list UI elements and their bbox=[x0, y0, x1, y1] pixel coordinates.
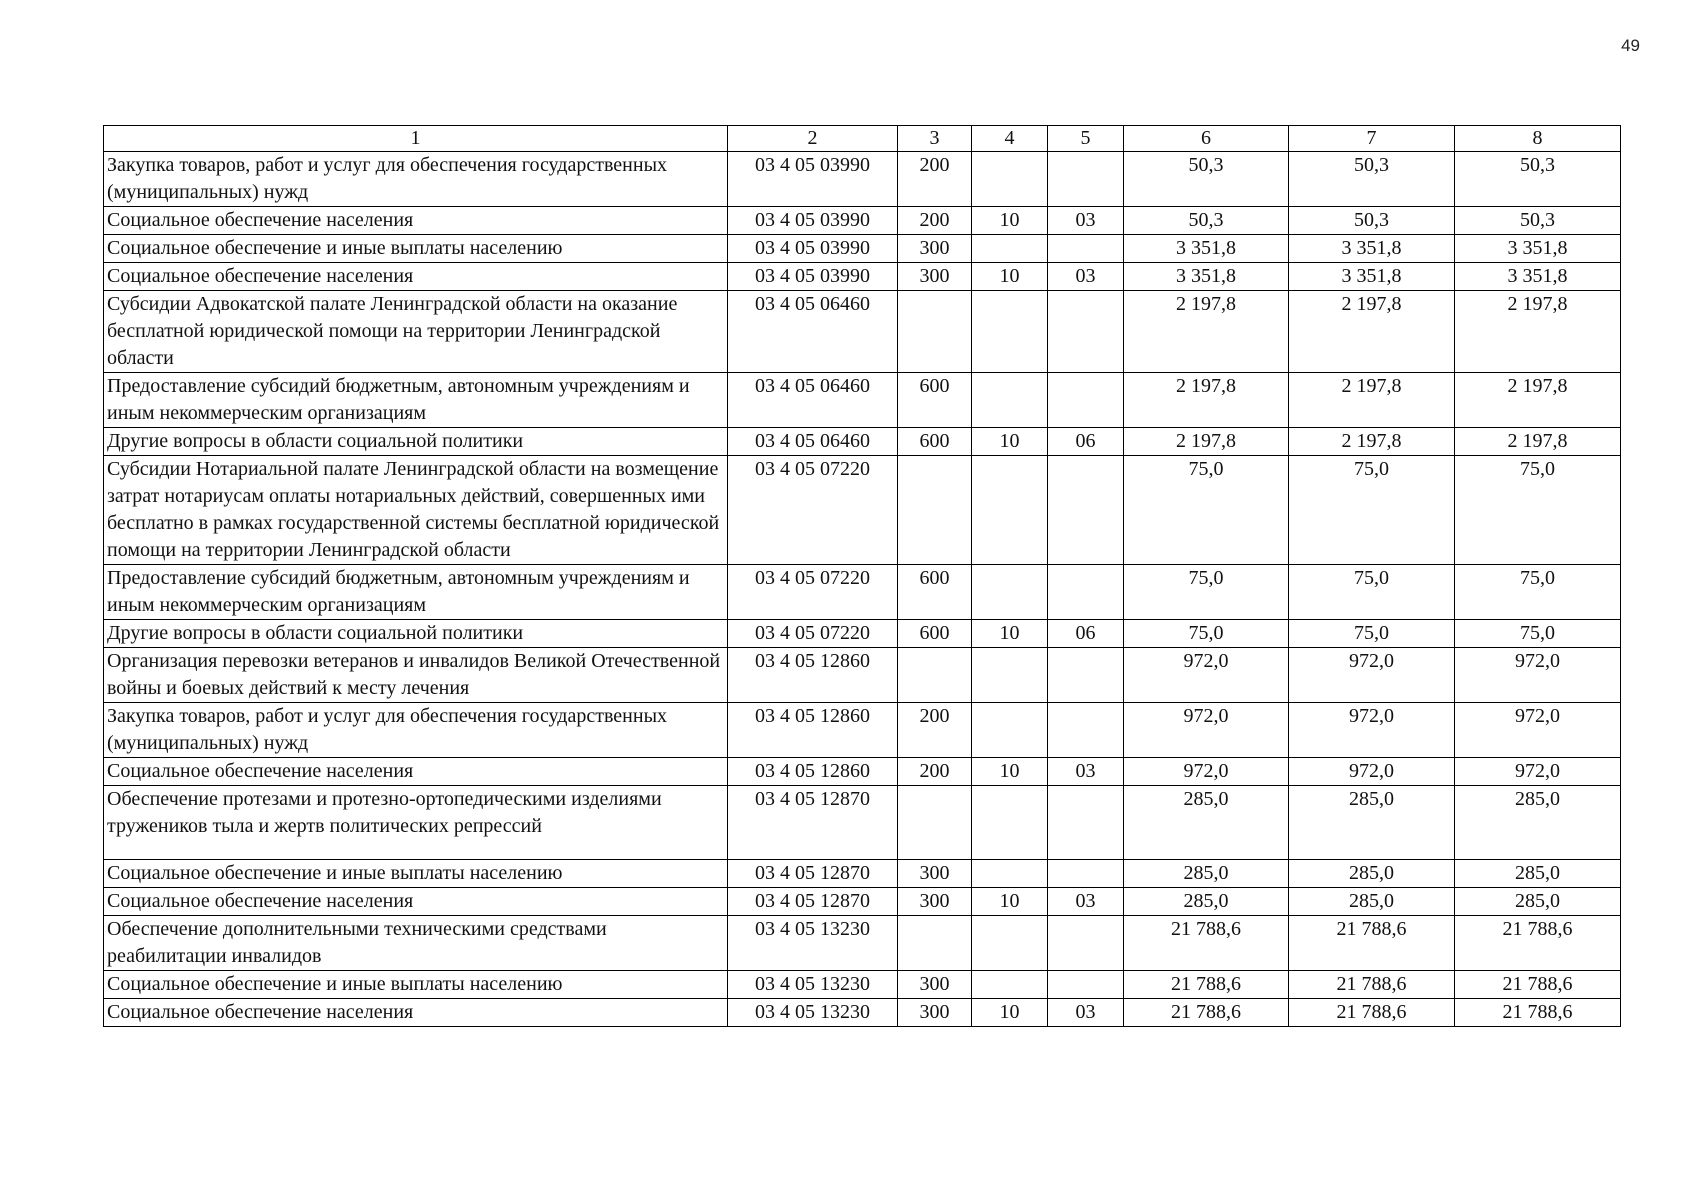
amount-col6-cell: 21 788,6 bbox=[1124, 916, 1289, 971]
amount-col8-cell: 75,0 bbox=[1455, 565, 1621, 620]
item-name-cell: Организация перевозки ветеранов и инвалидов Великой Отечественной войны и боевых действий к месту лечения bbox=[104, 648, 728, 703]
amount-col6-cell: 2 197,8 bbox=[1124, 428, 1289, 456]
expense-type-cell: 600 bbox=[898, 565, 972, 620]
amount-col7-cell: 21 788,6 bbox=[1289, 916, 1455, 971]
section-cell bbox=[972, 152, 1048, 207]
section-cell bbox=[972, 648, 1048, 703]
amount-col8-cell: 3 351,8 bbox=[1455, 235, 1621, 263]
column-header: 4 bbox=[972, 126, 1048, 152]
amount-col7-cell: 75,0 bbox=[1289, 565, 1455, 620]
section-cell bbox=[972, 971, 1048, 999]
subsection-cell bbox=[1048, 648, 1124, 703]
subsection-cell bbox=[1048, 291, 1124, 373]
item-name-cell: Закупка товаров, работ и услуг для обеспечения государственных (муниципальных) нужд bbox=[104, 152, 728, 207]
table-row bbox=[104, 263, 1621, 291]
table-row bbox=[104, 152, 1621, 207]
section-cell bbox=[972, 916, 1048, 971]
amount-col7-cell: 50,3 bbox=[1289, 207, 1455, 235]
section-cell bbox=[972, 703, 1048, 758]
subsection-cell: 03 bbox=[1048, 999, 1124, 1027]
subsection-cell bbox=[1048, 456, 1124, 565]
table-row bbox=[104, 916, 1621, 971]
table-row bbox=[104, 758, 1621, 786]
page-number: 49 bbox=[1621, 36, 1640, 55]
target-article-cell: 03 4 05 12870 bbox=[728, 786, 898, 860]
expense-type-cell: 200 bbox=[898, 703, 972, 758]
target-article-cell: 03 4 05 06460 bbox=[728, 428, 898, 456]
table-body bbox=[104, 126, 1621, 1027]
amount-col7-cell: 2 197,8 bbox=[1289, 428, 1455, 456]
subsection-cell: 03 bbox=[1048, 263, 1124, 291]
amount-col7-cell: 21 788,6 bbox=[1289, 999, 1455, 1027]
section-cell: 10 bbox=[972, 207, 1048, 235]
budget-table bbox=[103, 125, 1621, 1027]
amount-col8-cell: 285,0 bbox=[1455, 860, 1621, 888]
amount-col8-cell: 21 788,6 bbox=[1455, 999, 1621, 1027]
amount-col6-cell: 2 197,8 bbox=[1124, 373, 1289, 428]
section-cell bbox=[972, 786, 1048, 860]
item-name-cell: Социальное обеспечение населения bbox=[104, 263, 728, 291]
amount-col6-cell: 75,0 bbox=[1124, 456, 1289, 565]
amount-col6-cell: 75,0 bbox=[1124, 565, 1289, 620]
subsection-cell bbox=[1048, 860, 1124, 888]
expense-type-cell bbox=[898, 648, 972, 703]
amount-col7-cell: 972,0 bbox=[1289, 648, 1455, 703]
amount-col8-cell: 2 197,8 bbox=[1455, 428, 1621, 456]
table-row bbox=[104, 888, 1621, 916]
target-article-cell: 03 4 05 13230 bbox=[728, 999, 898, 1027]
amount-col7-cell: 50,3 bbox=[1289, 152, 1455, 207]
table-row bbox=[104, 860, 1621, 888]
subsection-cell: 06 bbox=[1048, 428, 1124, 456]
item-name-cell: Социальное обеспечение и иные выплаты населению bbox=[104, 235, 728, 263]
amount-col8-cell: 285,0 bbox=[1455, 888, 1621, 916]
amount-col7-cell: 285,0 bbox=[1289, 786, 1455, 860]
item-name-cell: Обеспечение протезами и протезно-ортопедическими изделиями тружеников тыла и жертв политических репрессий bbox=[104, 786, 728, 860]
target-article-cell: 03 4 05 07220 bbox=[728, 620, 898, 648]
expense-type-cell: 300 bbox=[898, 235, 972, 263]
column-header: 5 bbox=[1048, 126, 1124, 152]
item-name-cell: Социальное обеспечение населения bbox=[104, 207, 728, 235]
subsection-cell bbox=[1048, 971, 1124, 999]
amount-col8-cell: 75,0 bbox=[1455, 456, 1621, 565]
table-row bbox=[104, 456, 1621, 565]
amount-col8-cell: 972,0 bbox=[1455, 703, 1621, 758]
amount-col8-cell: 50,3 bbox=[1455, 207, 1621, 235]
subsection-cell bbox=[1048, 565, 1124, 620]
column-number-row bbox=[104, 126, 1621, 152]
amount-col6-cell: 972,0 bbox=[1124, 758, 1289, 786]
table-row bbox=[104, 373, 1621, 428]
table-row bbox=[104, 207, 1621, 235]
target-article-cell: 03 4 05 03990 bbox=[728, 207, 898, 235]
amount-col6-cell: 285,0 bbox=[1124, 786, 1289, 860]
amount-col7-cell: 75,0 bbox=[1289, 620, 1455, 648]
target-article-cell: 03 4 05 03990 bbox=[728, 235, 898, 263]
amount-col6-cell: 50,3 bbox=[1124, 207, 1289, 235]
table-row bbox=[104, 620, 1621, 648]
item-name-cell: Предоставление субсидий бюджетным, автономным учреждениям и иным некоммерческим организациям bbox=[104, 373, 728, 428]
subsection-cell bbox=[1048, 373, 1124, 428]
item-name-cell: Социальное обеспечение и иные выплаты населению bbox=[104, 860, 728, 888]
expense-type-cell bbox=[898, 786, 972, 860]
table-row bbox=[104, 971, 1621, 999]
amount-col8-cell: 2 197,8 bbox=[1455, 373, 1621, 428]
section-cell: 10 bbox=[972, 263, 1048, 291]
item-name-cell: Субсидии Нотариальной палате Ленинградской области на возмещение затрат нотариусам оплаты нотариальных действий, совершенных ими бесплатно в рамках государственной системы бесплатной юридической помощи на территории Ленинградской области bbox=[104, 456, 728, 565]
column-header: 7 bbox=[1289, 126, 1455, 152]
amount-col8-cell: 972,0 bbox=[1455, 648, 1621, 703]
section-cell bbox=[972, 291, 1048, 373]
section-cell: 10 bbox=[972, 620, 1048, 648]
amount-col8-cell: 2 197,8 bbox=[1455, 291, 1621, 373]
amount-col6-cell: 972,0 bbox=[1124, 648, 1289, 703]
amount-col7-cell: 972,0 bbox=[1289, 703, 1455, 758]
amount-col6-cell: 972,0 bbox=[1124, 703, 1289, 758]
expense-type-cell: 300 bbox=[898, 971, 972, 999]
section-cell: 10 bbox=[972, 758, 1048, 786]
section-cell: 10 bbox=[972, 888, 1048, 916]
target-article-cell: 03 4 05 12870 bbox=[728, 888, 898, 916]
expense-type-cell bbox=[898, 291, 972, 373]
table-row bbox=[104, 235, 1621, 263]
table-row bbox=[104, 565, 1621, 620]
subsection-cell: 03 bbox=[1048, 758, 1124, 786]
item-name-cell: Социальное обеспечение и иные выплаты населению bbox=[104, 971, 728, 999]
item-name-cell: Предоставление субсидий бюджетным, автономным учреждениям и иным некоммерческим организациям bbox=[104, 565, 728, 620]
expense-type-cell: 200 bbox=[898, 152, 972, 207]
target-article-cell: 03 4 05 12860 bbox=[728, 703, 898, 758]
amount-col8-cell: 75,0 bbox=[1455, 620, 1621, 648]
item-name-cell: Обеспечение дополнительными техническими средствами реабилитации инвалидов bbox=[104, 916, 728, 971]
column-header: 3 bbox=[898, 126, 972, 152]
target-article-cell: 03 4 05 13230 bbox=[728, 916, 898, 971]
expense-type-cell: 300 bbox=[898, 999, 972, 1027]
target-article-cell: 03 4 05 03990 bbox=[728, 152, 898, 207]
amount-col7-cell: 2 197,8 bbox=[1289, 291, 1455, 373]
section-cell bbox=[972, 373, 1048, 428]
table-row bbox=[104, 428, 1621, 456]
amount-col7-cell: 285,0 bbox=[1289, 888, 1455, 916]
amount-col8-cell: 3 351,8 bbox=[1455, 263, 1621, 291]
amount-col7-cell: 285,0 bbox=[1289, 860, 1455, 888]
amount-col7-cell: 972,0 bbox=[1289, 758, 1455, 786]
expense-type-cell: 600 bbox=[898, 620, 972, 648]
section-cell bbox=[972, 565, 1048, 620]
subsection-cell bbox=[1048, 152, 1124, 207]
target-article-cell: 03 4 05 03990 bbox=[728, 263, 898, 291]
expense-type-cell: 600 bbox=[898, 373, 972, 428]
expense-type-cell: 300 bbox=[898, 860, 972, 888]
table-row bbox=[104, 703, 1621, 758]
amount-col8-cell: 972,0 bbox=[1455, 758, 1621, 786]
expense-type-cell: 300 bbox=[898, 888, 972, 916]
item-name-cell: Закупка товаров, работ и услуг для обеспечения государственных (муниципальных) нужд bbox=[104, 703, 728, 758]
item-name-cell: Субсидии Адвокатской палате Ленинградской области на оказание бесплатной юридической помощи на территории Ленинградской области bbox=[104, 291, 728, 373]
amount-col8-cell: 21 788,6 bbox=[1455, 916, 1621, 971]
item-name-cell: Социальное обеспечение населения bbox=[104, 758, 728, 786]
amount-col8-cell: 21 788,6 bbox=[1455, 971, 1621, 999]
table-row bbox=[104, 786, 1621, 860]
target-article-cell: 03 4 05 12860 bbox=[728, 758, 898, 786]
column-header: 8 bbox=[1455, 126, 1621, 152]
section-cell bbox=[972, 860, 1048, 888]
expense-type-cell bbox=[898, 916, 972, 971]
table-row bbox=[104, 999, 1621, 1027]
amount-col8-cell: 285,0 bbox=[1455, 786, 1621, 860]
subsection-cell bbox=[1048, 786, 1124, 860]
amount-col6-cell: 75,0 bbox=[1124, 620, 1289, 648]
target-article-cell: 03 4 05 06460 bbox=[728, 291, 898, 373]
expense-type-cell: 200 bbox=[898, 758, 972, 786]
column-header: 6 bbox=[1124, 126, 1289, 152]
subsection-cell bbox=[1048, 235, 1124, 263]
section-cell bbox=[972, 456, 1048, 565]
target-article-cell: 03 4 05 13230 bbox=[728, 971, 898, 999]
target-article-cell: 03 4 05 06460 bbox=[728, 373, 898, 428]
section-cell: 10 bbox=[972, 428, 1048, 456]
expense-type-cell: 600 bbox=[898, 428, 972, 456]
amount-col6-cell: 3 351,8 bbox=[1124, 235, 1289, 263]
amount-col6-cell: 21 788,6 bbox=[1124, 999, 1289, 1027]
item-name-cell: Другие вопросы в области социальной политики bbox=[104, 620, 728, 648]
target-article-cell: 03 4 05 07220 bbox=[728, 456, 898, 565]
amount-col7-cell: 3 351,8 bbox=[1289, 235, 1455, 263]
table-row bbox=[104, 648, 1621, 703]
amount-col6-cell: 285,0 bbox=[1124, 860, 1289, 888]
item-name-cell: Социальное обеспечение населения bbox=[104, 999, 728, 1027]
amount-col6-cell: 2 197,8 bbox=[1124, 291, 1289, 373]
column-header: 1 bbox=[104, 126, 728, 152]
amount-col6-cell: 285,0 bbox=[1124, 888, 1289, 916]
amount-col8-cell: 50,3 bbox=[1455, 152, 1621, 207]
column-header: 2 bbox=[728, 126, 898, 152]
subsection-cell bbox=[1048, 916, 1124, 971]
expense-type-cell: 200 bbox=[898, 207, 972, 235]
amount-col7-cell: 3 351,8 bbox=[1289, 263, 1455, 291]
subsection-cell: 03 bbox=[1048, 888, 1124, 916]
amount-col7-cell: 75,0 bbox=[1289, 456, 1455, 565]
subsection-cell: 03 bbox=[1048, 207, 1124, 235]
expense-type-cell bbox=[898, 456, 972, 565]
amount-col6-cell: 50,3 bbox=[1124, 152, 1289, 207]
amount-col7-cell: 21 788,6 bbox=[1289, 971, 1455, 999]
expense-type-cell: 300 bbox=[898, 263, 972, 291]
subsection-cell: 06 bbox=[1048, 620, 1124, 648]
target-article-cell: 03 4 05 12860 bbox=[728, 648, 898, 703]
target-article-cell: 03 4 05 07220 bbox=[728, 565, 898, 620]
table-row bbox=[104, 291, 1621, 373]
section-cell: 10 bbox=[972, 999, 1048, 1027]
amount-col7-cell: 2 197,8 bbox=[1289, 373, 1455, 428]
item-name-cell: Другие вопросы в области социальной политики bbox=[104, 428, 728, 456]
subsection-cell bbox=[1048, 703, 1124, 758]
item-name-cell: Социальное обеспечение населения bbox=[104, 888, 728, 916]
section-cell bbox=[972, 235, 1048, 263]
amount-col6-cell: 21 788,6 bbox=[1124, 971, 1289, 999]
target-article-cell: 03 4 05 12870 bbox=[728, 860, 898, 888]
amount-col6-cell: 3 351,8 bbox=[1124, 263, 1289, 291]
